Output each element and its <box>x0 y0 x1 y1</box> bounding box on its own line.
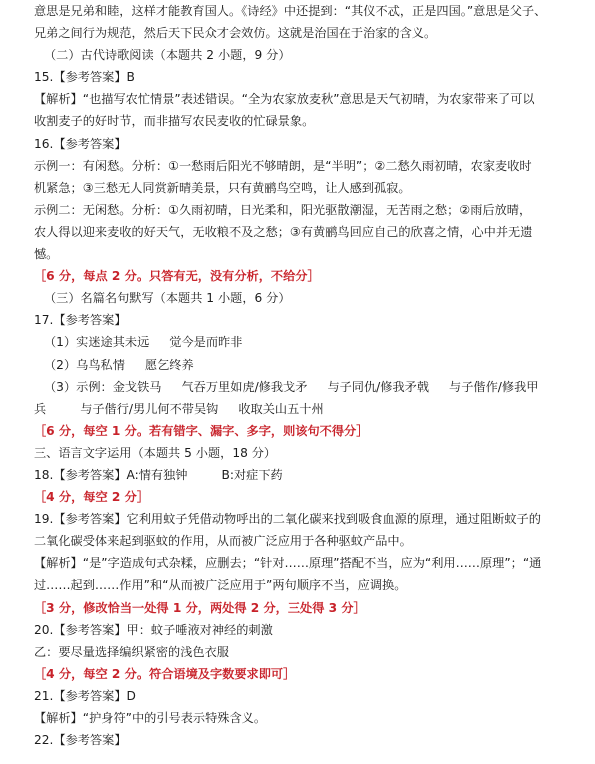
recitation-part: 气吞万里如虎/修我戈矛 <box>181 379 308 394</box>
text-line: 示例一：有闲愁。分析：①一愁雨后阳光不够晴朗，是“半明”；②二愁久雨初晴，农家麦收时 <box>34 158 532 173</box>
recitation-part: 愿乞终养 <box>144 357 194 372</box>
recitation-line <box>34 376 577 398</box>
text-line: 二氧化碳受体来起到驱蚊的作用，从而被广泛应用于各种驱蚊产品中。 <box>34 534 412 549</box>
answer-line: 15.【参考答案】B <box>34 70 135 85</box>
section-heading: （二）古代诗歌阅读（本题共 2 小题，9 分） <box>44 48 291 63</box>
text-line: 憾。 <box>34 247 59 262</box>
text-line: 示例二：无闲愁。分析：①久雨初晴，日光柔和，阳光驱散潮湿，无苦雨之愁；②雨后放晴， <box>34 202 532 217</box>
scoring-note: ［4 分，每空 2 分。符合语境及字数要求即可］ <box>34 666 296 681</box>
recitation-line <box>34 354 577 376</box>
scoring-note: ［4 分，每空 2 分］ <box>34 490 150 505</box>
recitation-part: 收取关山五十州 <box>238 401 324 416</box>
text-line: 兄弟之间行为规范，然后天下民众才会效仿。这就是治国在于治家的含义。 <box>34 26 437 41</box>
analysis-line: 【解析】“也描写农忙情景”表述错误。“全为农家放麦秋”意思是天气初晴，为农家带来了可以 <box>34 92 535 107</box>
recitation-part: 觉今是而昨非 <box>169 335 243 350</box>
recitation-part: 兵 <box>34 401 47 416</box>
answer-line: 20.【参考答案】甲：蚊子唾液对神经的刺激 <box>34 622 273 637</box>
recitation-part: 与子偕行/男儿何不带吴钩 <box>80 401 219 416</box>
answer-line <box>34 464 577 486</box>
section-heading: （三）名篇名句默写（本题共 1 小题，6 分） <box>44 291 291 306</box>
recitation-part: 与子偕作/修我甲 <box>449 379 539 394</box>
recitation-line <box>34 331 577 353</box>
text-line: 过……起到……作用”和“从而被广泛应用于”两句顺序不当，应调换。 <box>34 578 407 593</box>
text-line: 乙：要尽量选择编织紧密的浅色衣服 <box>34 644 229 659</box>
recitation-part: （3）示例：金戈铁马 <box>44 379 162 394</box>
text-line: 收割麦子的好时节，而非描写农民麦收的忙碌景象。 <box>34 114 315 129</box>
answer-line: 17.【参考答案】 <box>34 313 127 328</box>
scoring-note: ［3 分，修改恰当一处得 1 分，两处得 2 分，三处得 3 分］ <box>34 600 366 615</box>
answer-part: B:对症下药 <box>221 467 283 482</box>
analysis-line: 【解析】“是”字造成句式杂糅，应删去；“针对……原理”搭配不当，应为“利用……原理”；“通 <box>34 556 542 571</box>
recitation-part: （1）实迷途其未远 <box>44 335 150 350</box>
section-heading: 三、语言文字运用（本题共 5 小题，18 分） <box>34 445 277 460</box>
analysis-line: 【解析】“护身符”中的引号表示特殊含义。 <box>34 711 267 725</box>
answer-line: 19.【参考答案】它利用蚊子凭借动物呼出的二氧化碳来找到吸食血源的原理，通过阻断蚊子的 <box>34 512 541 527</box>
answer-line: 21.【参考答案】D <box>34 688 136 703</box>
text-line: 意思是兄弟和睦，这样才能教育国人。《诗经》中还提到：“其仪不忒，正是四国。”意思是父子、 <box>34 4 547 18</box>
recitation-line <box>34 398 577 420</box>
answer-line: 16.【参考答案】 <box>34 136 127 151</box>
scoring-note: ［6 分，每点 2 分。只答有无，没有分析，不给分］ <box>34 269 320 284</box>
text-line: 农人得以迎来麦收的好天气，无收粮不及之愁；③有黄鹂鸟回应自己的欣喜之情，心中并无遗 <box>34 224 533 239</box>
recitation-part: 与子同仇/修我矛戟 <box>327 379 430 394</box>
recitation-part: （2）乌鸟私情 <box>44 357 125 372</box>
answer-line: 22.【参考答案】 <box>34 733 127 748</box>
answer-part: 18.【参考答案】A:情有独钟 <box>34 467 188 482</box>
scoring-note: ［6 分，每空 1 分。若有错字、漏字、多字，则该句不得分］ <box>34 423 369 438</box>
text-line: 机紧急；③三愁无人同赏新晴美景，只有黄鹂鸟空鸣，让人感到孤寂。 <box>34 180 411 195</box>
